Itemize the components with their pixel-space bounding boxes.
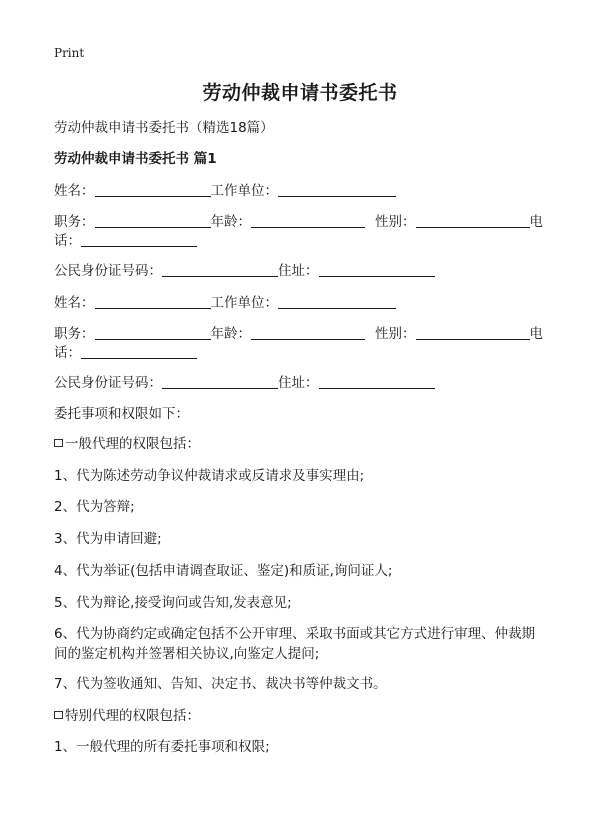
- section-heading: 劳动仲裁申请书委托书 篇1: [54, 151, 217, 167]
- phone-label-part1: 电: [529, 214, 543, 230]
- id-number-blank[interactable]: [162, 262, 278, 277]
- gender-label: 性别：: [375, 214, 416, 230]
- address-label: 住址：: [278, 375, 319, 391]
- list-item: 1、代为陈述劳动争议仲裁请求或反请求及事实理由;: [54, 468, 365, 484]
- age-label: 年龄：: [210, 326, 251, 342]
- workplace-label: 工作单位：: [210, 183, 278, 199]
- party1-id-row: [54, 261, 548, 281]
- list-item: 6、代为协商约定或确定包括不公开审理、采取书面或其它方式进行审理、仲裁期间的鉴定机构并签署相关协议,向鉴定人提问;: [54, 626, 536, 662]
- address-blank[interactable]: [319, 374, 435, 389]
- position-blank[interactable]: [95, 325, 211, 340]
- workplace-blank[interactable]: [278, 294, 396, 309]
- name-blank[interactable]: [95, 294, 211, 309]
- list-item: 5、代为辩论,接受询问或告知,发表意见;: [54, 595, 292, 611]
- workplace-label: 工作单位：: [210, 295, 278, 311]
- workplace-blank[interactable]: [278, 182, 396, 197]
- name-label: 姓名：: [54, 295, 95, 311]
- page-title: 劳动仲裁申请书委托书: [202, 82, 398, 104]
- list-item: 3、代为申请回避;: [54, 531, 162, 547]
- party2-details-row: [54, 324, 548, 344]
- id-number-label: 公民身份证号码：: [54, 375, 162, 391]
- list-item: 2、代为答辩;: [54, 499, 135, 515]
- age-label: 年龄：: [210, 214, 251, 230]
- phone-blank[interactable]: [81, 232, 197, 247]
- position-label: 职务：: [54, 326, 95, 342]
- print-link[interactable]: Print: [54, 46, 85, 60]
- gender-blank[interactable]: [416, 325, 530, 340]
- scope-heading: 委托事项和权限如下：: [54, 406, 189, 422]
- id-number-blank[interactable]: [162, 374, 278, 389]
- name-blank[interactable]: [95, 182, 211, 197]
- position-blank[interactable]: [95, 213, 211, 228]
- id-number-label: 公民身份证号码：: [54, 263, 162, 279]
- list-item: 7、代为签收通知、告知、决定书、裁决书等仲裁文书。: [54, 676, 387, 692]
- position-label: 职务：: [54, 214, 95, 230]
- phone-label-part2: 话：: [54, 233, 81, 249]
- party2-id-row: [54, 373, 548, 393]
- party1-name-row: [54, 181, 548, 201]
- phone-blank[interactable]: [81, 344, 197, 359]
- party1-phone-row: [54, 231, 548, 251]
- address-label: 住址：: [278, 263, 319, 279]
- gender-label: 性别：: [375, 326, 416, 342]
- address-blank[interactable]: [319, 262, 435, 277]
- list-item: 4、代为举证(包括申请调查取证、鉴定)和质证,询问证人;: [54, 563, 393, 579]
- list-item: 1、一般代理的所有委托事项和权限;: [54, 739, 270, 755]
- age-blank[interactable]: [251, 325, 365, 340]
- age-blank[interactable]: [251, 213, 365, 228]
- name-label: 姓名：: [54, 183, 95, 199]
- general-heading-row: [54, 434, 548, 454]
- party2-name-row: [54, 293, 548, 313]
- party2-phone-row: [54, 343, 548, 363]
- phone-label-part2: 话：: [54, 345, 81, 361]
- party1-details-row: [54, 212, 548, 232]
- gender-blank[interactable]: [416, 213, 530, 228]
- special-heading: 特别代理的权限包括：: [65, 708, 200, 724]
- checkbox-icon[interactable]: [54, 439, 63, 447]
- general-heading: 一般代理的权限包括：: [65, 436, 200, 452]
- checkbox-icon[interactable]: [54, 711, 63, 719]
- intro-text: 劳动仲裁申请书委托书（精选18篇）: [54, 120, 274, 136]
- special-heading-row: [54, 706, 548, 726]
- phone-label-part1: 电: [529, 326, 543, 342]
